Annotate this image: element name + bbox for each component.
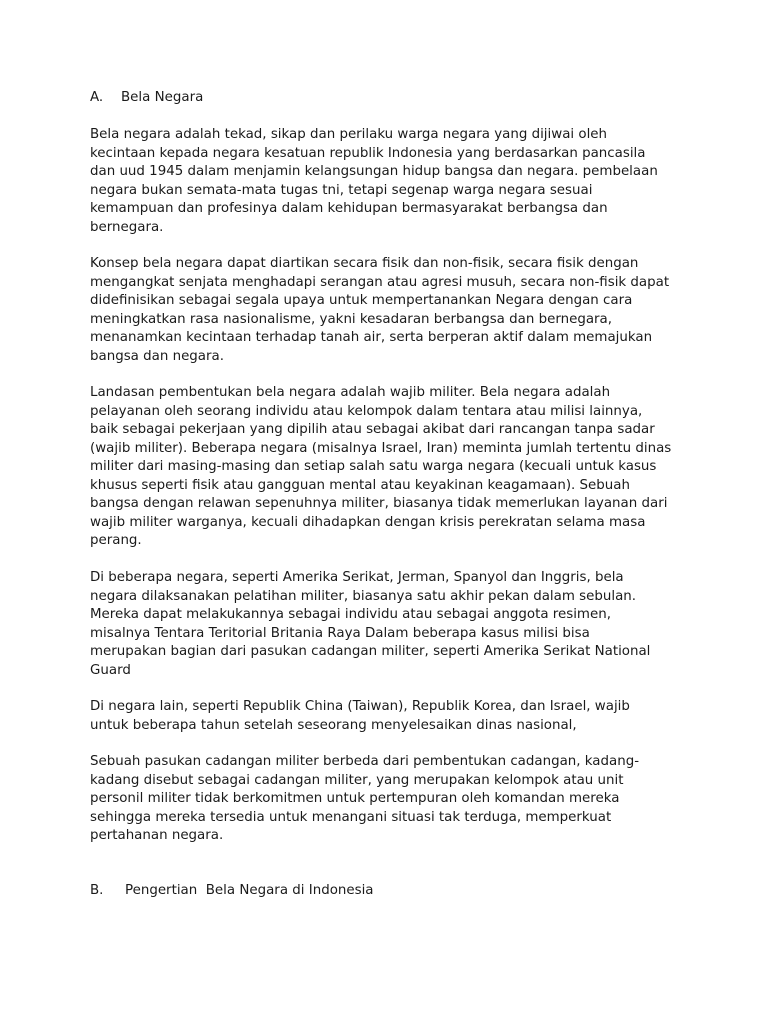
paragraph-line: pelayanan oleh seorang individu atau kelompok dalam tentara atau milisi lainnya, (90, 403, 643, 419)
paragraph-line: meningkatkan rasa nasionalisme, yakni kesadaran berbangsa dan bernegara, (90, 311, 612, 327)
paragraph-line: menanamkan kecintaan terhadap tanah air, serta berperan aktif dalam memajukan (90, 330, 653, 345)
paragraph-line: bernegara. (90, 219, 164, 235)
paragraph-line: Di negara lain, seperti Republik China (Taiwan), Republik Korea, dan Israel, wajib (90, 699, 630, 714)
paragraph-line: personil militer tidak berkomitmen untuk pertempuran oleh komandan mereka (90, 791, 620, 806)
paragraph-1 (90, 126, 690, 237)
paragraph-4 (90, 569, 690, 680)
paragraph-line: khusus seperti fisik atau gangguan mental atau keyakinan keagamaan). Sebuah (90, 477, 630, 493)
paragraph-line: Mereka dapat melakukannya sebagai individu atau sebagai anggota resimen, (90, 607, 611, 622)
paragraph-line: negara dilaksanakan pelatihan militer, biasanya satu akhir pekan dalam sebulan. (90, 588, 637, 604)
section-b-marker: B. (90, 883, 104, 898)
paragraph-6 (90, 753, 690, 846)
paragraph-5 (90, 698, 690, 735)
paragraph-2 (90, 255, 690, 366)
paragraph-line: pertahanan negara. (90, 828, 224, 843)
paragraph-line: Guard (90, 662, 131, 678)
paragraph-line: Konsep bela negara dapat diartikan secara fisik dan non-fisik, secara fisik dengan (90, 256, 639, 271)
paragraph-line: Bela negara adalah tekad, sikap dan perilaku warga negara yang dijiwai oleh (90, 127, 608, 142)
paragraph-3 (90, 384, 690, 551)
paragraph-line: didefinisikan sebagai segala upaya untuk mempertanankan Negara dengan cara (90, 293, 633, 308)
section-b-heading (90, 882, 374, 901)
paragraph-line: Sebuah pasukan cadangan militer berbeda dari pembentukan cadangan, kadang- (90, 754, 640, 769)
paragraph-line: kecintaan kepada negara kesatuan republik Indonesia yang berdasarkan pancasila (90, 145, 646, 161)
section-a-marker: A. (90, 90, 104, 105)
paragraph-line: negara bukan semata-mata tugas tni, tetapi segenap warga negara sesuai (90, 182, 593, 198)
paragraph-line: militer dari masing-masing dan setiap salah satu warga negara (kecuali untuk kasus (90, 459, 657, 474)
paragraph-line: dan uud 1945 dalam menjamin kelangsungan hidup bangsa dan negara. pembelaan (90, 164, 658, 179)
paragraph-line: Landasan pembentukan bela negara adalah wajib militer. Bela negara adalah (90, 385, 611, 400)
paragraph-line: untuk beberapa tahun setelah seseorang menyelesaikan dinas nasional, (90, 717, 577, 733)
paragraph-line: bangsa dengan relawan sepenuhnya militer, biasanya tidak memerlukan layanan dari (90, 496, 668, 511)
paragraph-line: (wajib militer). Beberapa negara (misalnya Israel, Iran) meminta jumlah tertentu dinas (90, 440, 672, 456)
paragraph-line: wajib militer warganya, kecuali dihadapkan dengan krisis perekratan selama masa (90, 514, 646, 530)
paragraph-line: kemampuan dan profesinya dalam kehidupan bermasyarakat berbangsa dan (90, 201, 608, 216)
paragraph-line: perang. (90, 533, 142, 548)
paragraph-line: sehingga mereka tersedia untuk menangani situasi tak terduga, memperkuat (90, 809, 612, 825)
section-a-heading (90, 89, 203, 108)
paragraph-line: bangsa dan negara. (90, 348, 224, 364)
section-b-title: Pengertian Bela Negara di Indonesia (125, 883, 374, 898)
paragraph-line: kadang disebut sebagai cadangan militer, yang merupakan kelompok atau unit (90, 772, 624, 788)
paragraph-line: mengangkat senjata menghadapi serangan atau agresi musuh, secara non-fisik dapat (90, 274, 670, 290)
paragraph-line: merupakan bagian dari pasukan cadangan militer, seperti Amerika Serikat National (90, 644, 651, 659)
paragraph-line: baik sebagai pekerjaan yang dipilih atau sebagai akibat dari rancangan tanpa sadar (90, 422, 655, 437)
paragraph-line: misalnya Tentara Teritorial Britania Raya Dalam beberapa kasus milisi bisa (90, 625, 590, 641)
paragraph-line: Di beberapa negara, seperti Amerika Serikat, Jerman, Spanyol dan Inggris, bela (90, 570, 624, 585)
section-a-title: Bela Negara (121, 90, 204, 105)
